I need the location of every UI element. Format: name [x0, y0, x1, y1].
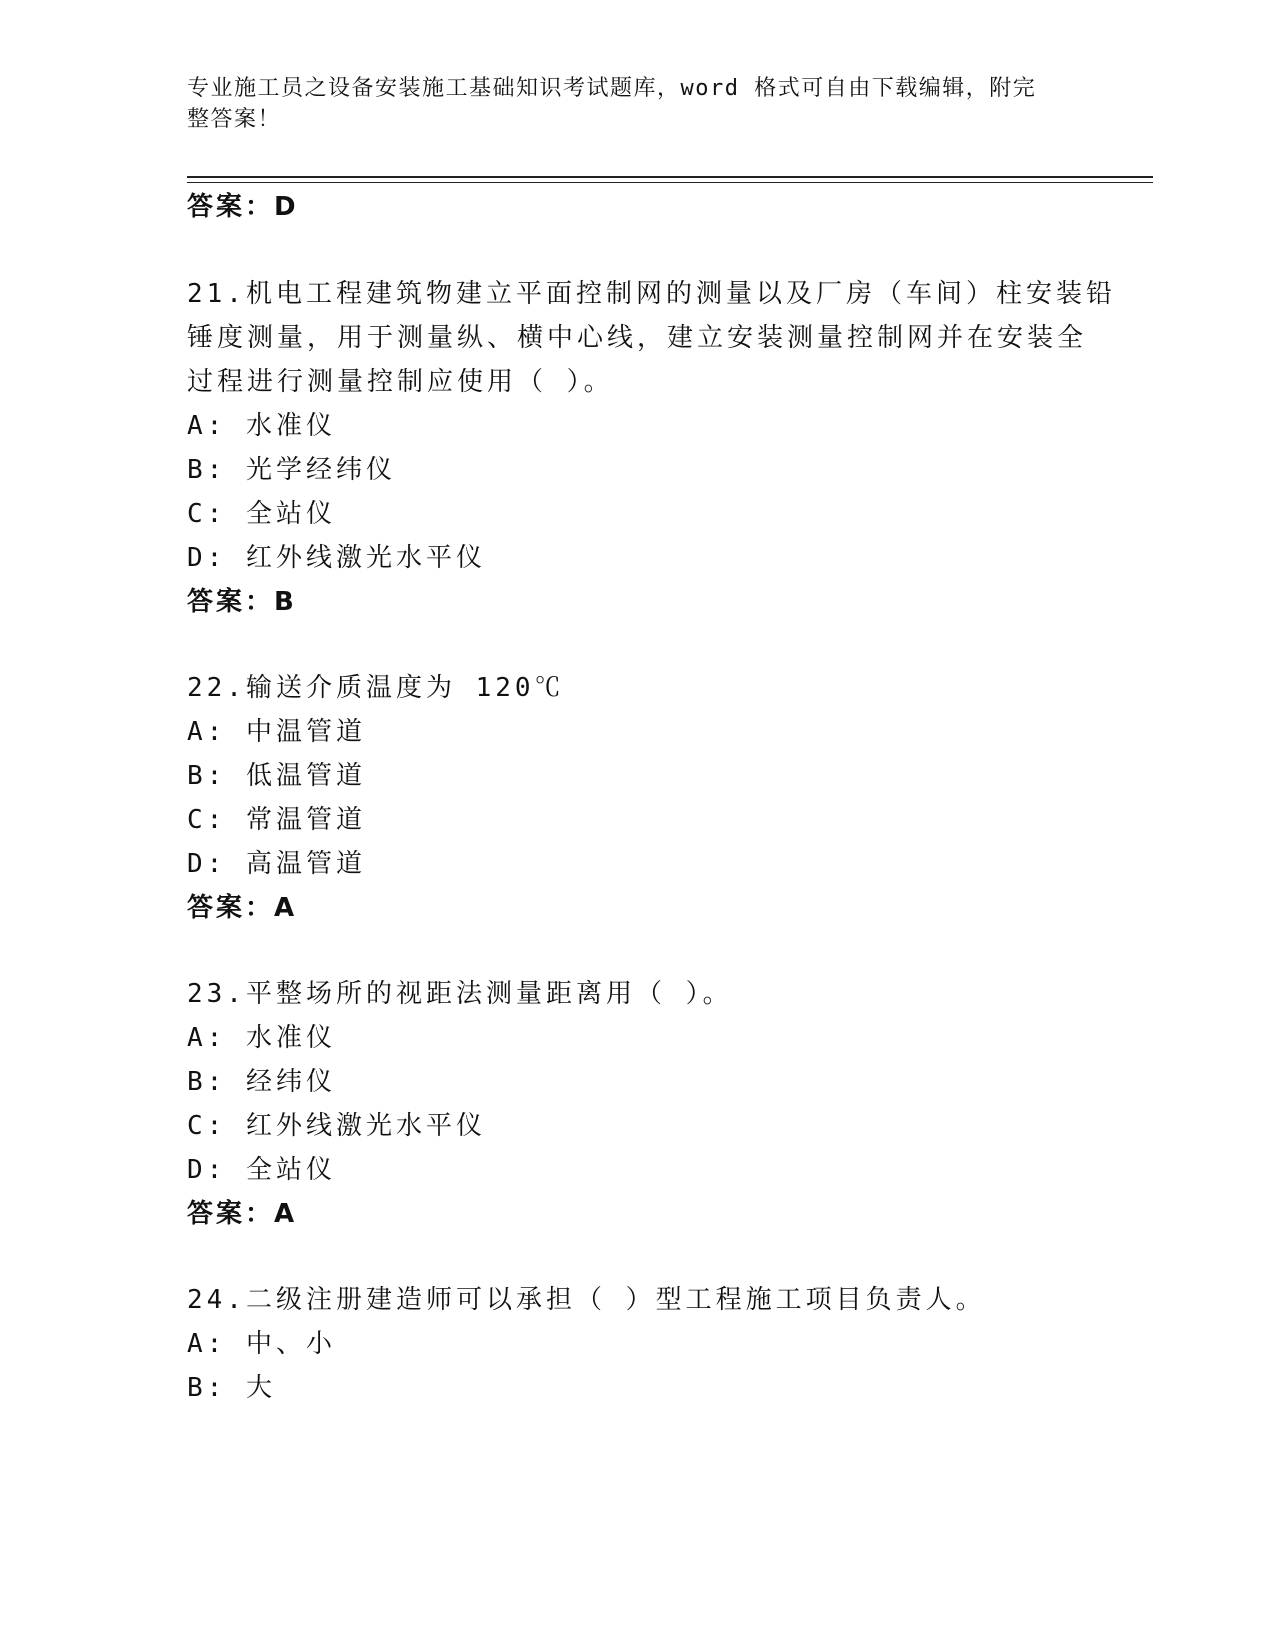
question-24-stem-line-1: 24.二级注册建造师可以承担（ ）型工程施工项目负责人。 [187, 1285, 986, 1315]
question-22-option-b: B: 低温管道 [187, 761, 366, 791]
question-23-stem-line-1: 23.平整场所的视距法测量距离用（ ）。 [187, 979, 733, 1009]
question-22-option-c: C: 常温管道 [187, 805, 366, 835]
question-24-option-a: A: 中、小 [187, 1329, 336, 1359]
question-23-answer: 答案：A [187, 1199, 298, 1229]
header-divider-thin [187, 182, 1153, 183]
question-21-option-b: B: 光学经纬仪 [187, 455, 396, 485]
header-line-1: 专业施工员之设备安装施工基础知识考试题库，word 格式可自由下载编辑，附完 [187, 76, 1037, 101]
question-21-answer: 答案：B [187, 587, 297, 617]
previous-answer: 答案：D [187, 192, 299, 222]
header-divider-thick [187, 176, 1153, 178]
question-23-option-b: B: 经纬仪 [187, 1067, 336, 1097]
question-23-option-d: D: 全站仪 [187, 1155, 336, 1185]
question-22-option-d: D: 高温管道 [187, 849, 366, 879]
question-21-option-c: C: 全站仪 [187, 499, 336, 529]
document-header [187, 73, 1067, 135]
question-21-stem-line-1: 21.机电工程建筑物建立平面控制网的测量以及厂房（车间）柱安装铅 [187, 279, 1116, 309]
question-21-stem-line-2: 锤度测量，用于测量纵、横中心线，建立安装测量控制网并在安装全 [187, 323, 1088, 353]
question-21-stem-line-3: 过程进行测量控制应使用（ ）。 [187, 367, 614, 397]
question-22-option-a: A: 中温管道 [187, 717, 366, 747]
question-22-stem-line-1: 22.输送介质温度为 120℃ [187, 673, 565, 703]
question-21-option-a: A: 水准仪 [187, 411, 336, 441]
question-21-option-d: D: 红外线激光水平仪 [187, 543, 486, 573]
header-line-2: 整答案！ [187, 107, 282, 132]
question-22-answer: 答案：A [187, 893, 298, 923]
question-23-option-c: C: 红外线激光水平仪 [187, 1111, 486, 1141]
question-23-option-a: A: 水准仪 [187, 1023, 336, 1053]
question-24-option-b: B: 大 [187, 1373, 276, 1403]
